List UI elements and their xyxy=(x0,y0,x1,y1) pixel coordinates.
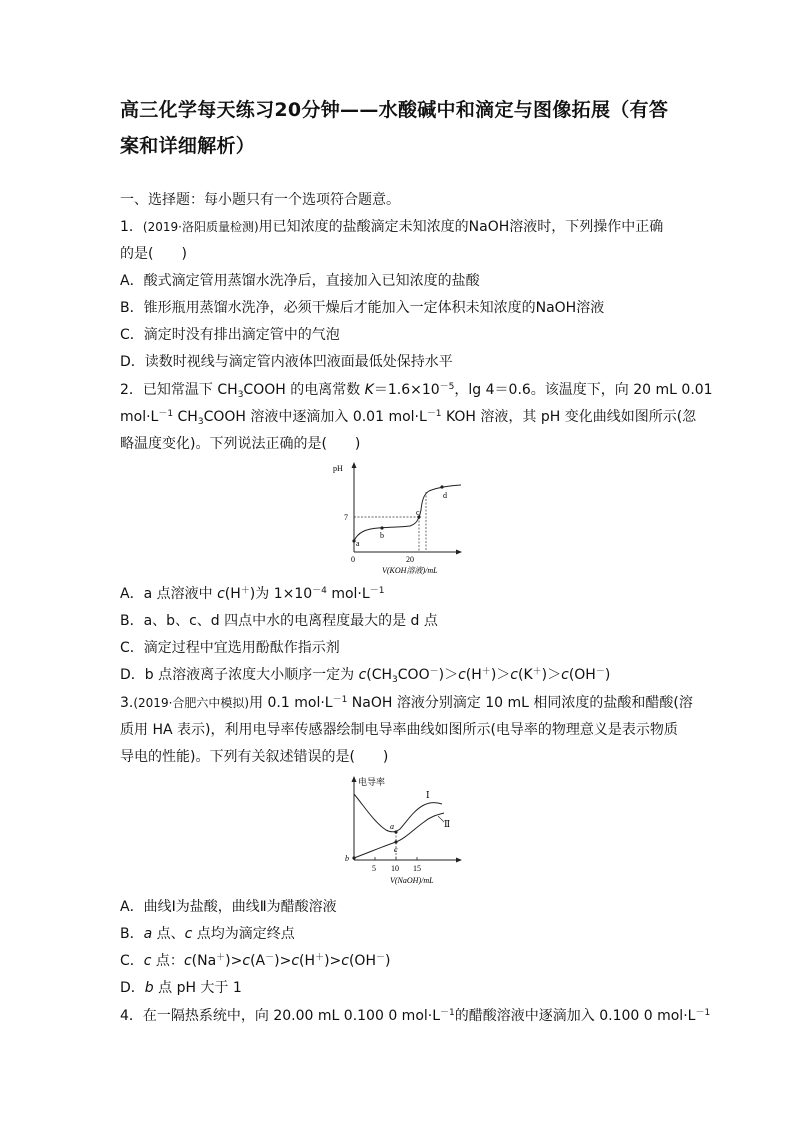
q2-ph-curve-figure xyxy=(330,458,470,576)
q1-option-a: A．酸式滴定管用蒸馏水洗净后，直接加入已知浓度的盐酸 xyxy=(120,273,480,289)
q3-source: (2019·合肥六中模拟) xyxy=(133,696,250,710)
q3-option-b xyxy=(120,924,295,944)
q1-number: 1． xyxy=(120,219,143,235)
q1-option-d: D．读数时视线与滴定管内液体凹液面最低处保持水平 xyxy=(120,354,453,370)
q2-text: 已知常温下 CH xyxy=(142,382,238,398)
sup: ＋ xyxy=(532,667,542,677)
page-title: 高三化学每天练习20分钟——水酸碱中和滴定与图像拓展（有答案和详细解析） xyxy=(120,99,669,157)
q2-y-axis-label: pH xyxy=(333,464,343,473)
q3-option-a: A．曲线Ⅰ为盐酸，曲线Ⅱ为醋酸溶液 xyxy=(120,899,337,915)
q2-text: COOH 的电离常数 xyxy=(243,382,365,398)
sup: －1 xyxy=(695,1008,711,1018)
text: B． xyxy=(120,926,144,942)
text: NaOH 溶液分别滴定 10 mL 相同浓度的盐酸和醋酸(溶 xyxy=(347,695,693,711)
text: mol·L xyxy=(326,586,370,602)
sup: － xyxy=(375,953,385,963)
sub: 3 xyxy=(392,675,398,685)
text: (Na xyxy=(191,953,217,969)
text: (CH xyxy=(366,667,393,683)
text: A．a 点溶液中 xyxy=(120,586,218,602)
q3-x-tick-15: 15 xyxy=(413,864,421,873)
q2-option-d xyxy=(120,665,610,685)
c-symbol: c xyxy=(358,667,367,683)
sup: － xyxy=(595,667,605,677)
text: (H xyxy=(465,667,482,683)
q2-stem-line-3: 略温度变化)。下列说法正确的是( ) xyxy=(120,436,361,452)
q2-k-symbol: K xyxy=(364,382,374,398)
q3-number: 3. xyxy=(120,695,134,711)
q2-x-axis-label: V(KOH溶液)/mL xyxy=(382,566,438,575)
q3-x-axis-label: V(NaOH)/mL xyxy=(390,876,434,885)
point-symbol: b xyxy=(144,980,154,996)
q3-y-axis-label: 电导率 xyxy=(358,777,386,787)
text: COO xyxy=(397,667,430,683)
text: D． xyxy=(120,980,145,996)
text: 在一隔热系统中，向 20.00 mL 0.100 0 mol·L xyxy=(142,1008,441,1024)
text: )> xyxy=(225,953,243,969)
point-symbol: c xyxy=(184,926,193,942)
q2-label-d: d xyxy=(443,491,447,500)
q3-point-c xyxy=(394,840,397,843)
sup: －1 xyxy=(369,586,385,596)
text: ) xyxy=(604,667,611,683)
q2-x-arrow xyxy=(456,550,462,555)
text: )> xyxy=(274,953,292,969)
q3-stem-line-1 xyxy=(120,693,693,713)
text: (A xyxy=(250,953,266,969)
q1-stem-text: 用已知浓度的盐酸滴定未知浓度的NaOH溶液时，下列操作中正确 xyxy=(258,219,664,235)
q3-label-a: a xyxy=(390,822,394,831)
q2-text: KOH 溶液，其 pH 变化曲线如图所示(忽 xyxy=(441,409,697,425)
q3-label-c: c xyxy=(394,845,398,854)
text: (K xyxy=(517,667,533,683)
q2-subscript: 3 xyxy=(197,417,204,427)
text: 点 pH 大于 1 xyxy=(153,980,242,996)
q1-stem-line-1 xyxy=(120,217,663,237)
q3-curve-1-label: Ⅰ xyxy=(426,790,430,800)
q2-x-tick-0: 0 xyxy=(351,555,355,564)
q2-stem-line-2 xyxy=(120,407,696,427)
text: )＞ xyxy=(438,667,459,683)
sup: － xyxy=(429,667,439,677)
q1-option-b: B．锥形瓶用蒸馏水洗净，必须干燥后才能加入一定体积未知浓度的NaOH溶液 xyxy=(120,300,605,316)
q2-subscript: 3 xyxy=(237,390,244,400)
q2-text: COOH 溶液中逐滴加入 0.01 mol·L xyxy=(203,409,427,425)
q1-stem-line-2: 的是( ) xyxy=(120,246,187,262)
q2-y-tick-7: 7 xyxy=(344,513,348,522)
q2-text: ，lg 4＝0.6。该温度下，向 20 mL 0.01 xyxy=(454,382,713,398)
q3-y-arrow xyxy=(352,776,357,782)
text: 点： xyxy=(151,953,184,969)
text: ) xyxy=(385,953,391,969)
q2-point-d xyxy=(440,485,443,488)
q1-source: (2019·洛阳质量检测) xyxy=(142,220,259,234)
sup: －1 xyxy=(440,1008,455,1018)
c-symbol: c xyxy=(458,667,466,683)
point-symbol: c xyxy=(143,953,152,969)
q3-point-b xyxy=(352,856,355,859)
q3-curve-2-label: Ⅱ xyxy=(444,819,451,829)
q4-number: 4． xyxy=(120,1008,143,1024)
q2-option-a xyxy=(120,584,384,604)
q2-label-c: c xyxy=(416,508,420,517)
q3-curve-2 xyxy=(354,813,444,858)
q2-text: ＝1.6×10 xyxy=(373,382,440,398)
section-header: 一、选择题：每小题只有一个选项符合题意。 xyxy=(120,192,400,208)
text: (H xyxy=(299,953,316,969)
sup: －1 xyxy=(332,695,348,705)
text: (H xyxy=(224,586,241,602)
q3-option-c xyxy=(120,951,390,971)
q1-option-c: C．滴定时没有排出滴定管中的气泡 xyxy=(120,327,340,343)
text: )＞ xyxy=(541,667,562,683)
text: D．b 点溶液离子浓度大小顺序一定为 xyxy=(120,667,359,683)
q3-label-b: b xyxy=(345,854,349,863)
q3-option-d xyxy=(120,978,242,998)
q3-conductivity-figure xyxy=(338,772,468,890)
sup: ＋ xyxy=(481,667,491,677)
q3-x-arrow xyxy=(456,858,462,863)
text: 的醋酸溶液中逐滴加入 0.100 0 mol·L xyxy=(454,1008,696,1024)
c-symbol: c xyxy=(291,953,300,969)
q2-label-a: a xyxy=(356,539,360,548)
c-symbol: c xyxy=(242,953,251,969)
q2-stem-line-1 xyxy=(120,380,713,400)
sup: ＋ xyxy=(216,953,226,963)
q2-text: mol·L xyxy=(120,409,159,425)
q2-y-arrow xyxy=(352,462,357,468)
text: (OH xyxy=(568,667,596,683)
q2-x-tick-20: 20 xyxy=(406,555,414,564)
c-symbol: c xyxy=(510,667,518,683)
text: 用 0.1 mol·L xyxy=(249,695,333,711)
q2-option-b: B．a、b、c、d 四点中水的电离程度最大的是 d 点 xyxy=(120,613,438,629)
text: )为 1×10 xyxy=(249,586,313,602)
q2-superscript: －1 xyxy=(426,409,442,419)
c-symbol: c xyxy=(183,953,192,969)
q3-stem-line-3: 导电的性能)。下列有关叙述错误的是( ) xyxy=(120,749,389,765)
sup: － xyxy=(265,953,275,963)
q3-x-tick-5: 5 xyxy=(372,864,376,873)
text: (OH xyxy=(348,953,376,969)
text: 点、 xyxy=(152,926,185,942)
c-symbol: c xyxy=(561,667,569,683)
q2-text: CH xyxy=(173,409,198,425)
text: )＞ xyxy=(490,667,511,683)
point-symbol: a xyxy=(143,926,153,942)
c-symbol: c xyxy=(217,586,225,602)
q3-point-a xyxy=(394,830,397,833)
q2-superscript: －1 xyxy=(158,409,174,419)
q2-number: 2． xyxy=(120,382,143,398)
sup: －4 xyxy=(312,586,327,596)
sup: ＋ xyxy=(240,586,250,596)
sup: ＋ xyxy=(315,953,325,963)
q3-x-tick-10: 10 xyxy=(391,864,399,873)
text: C． xyxy=(120,953,144,969)
q2-label-b: b xyxy=(380,531,384,540)
c-symbol: c xyxy=(341,953,349,969)
q4-stem-line-1 xyxy=(120,1006,710,1026)
q2-option-c: C．滴定过程中宜选用酚酞作指示剂 xyxy=(120,640,340,656)
q3-stem-line-2: 质用 HA 表示)，利用电导率传感器绘制电导率曲线如图所示(电导率的物理意义是表示物质 xyxy=(120,722,678,738)
text: )> xyxy=(324,953,342,969)
q2-point-b xyxy=(380,526,383,529)
text: 点均为滴定终点 xyxy=(192,926,295,942)
q2-superscript: －5 xyxy=(439,382,455,392)
